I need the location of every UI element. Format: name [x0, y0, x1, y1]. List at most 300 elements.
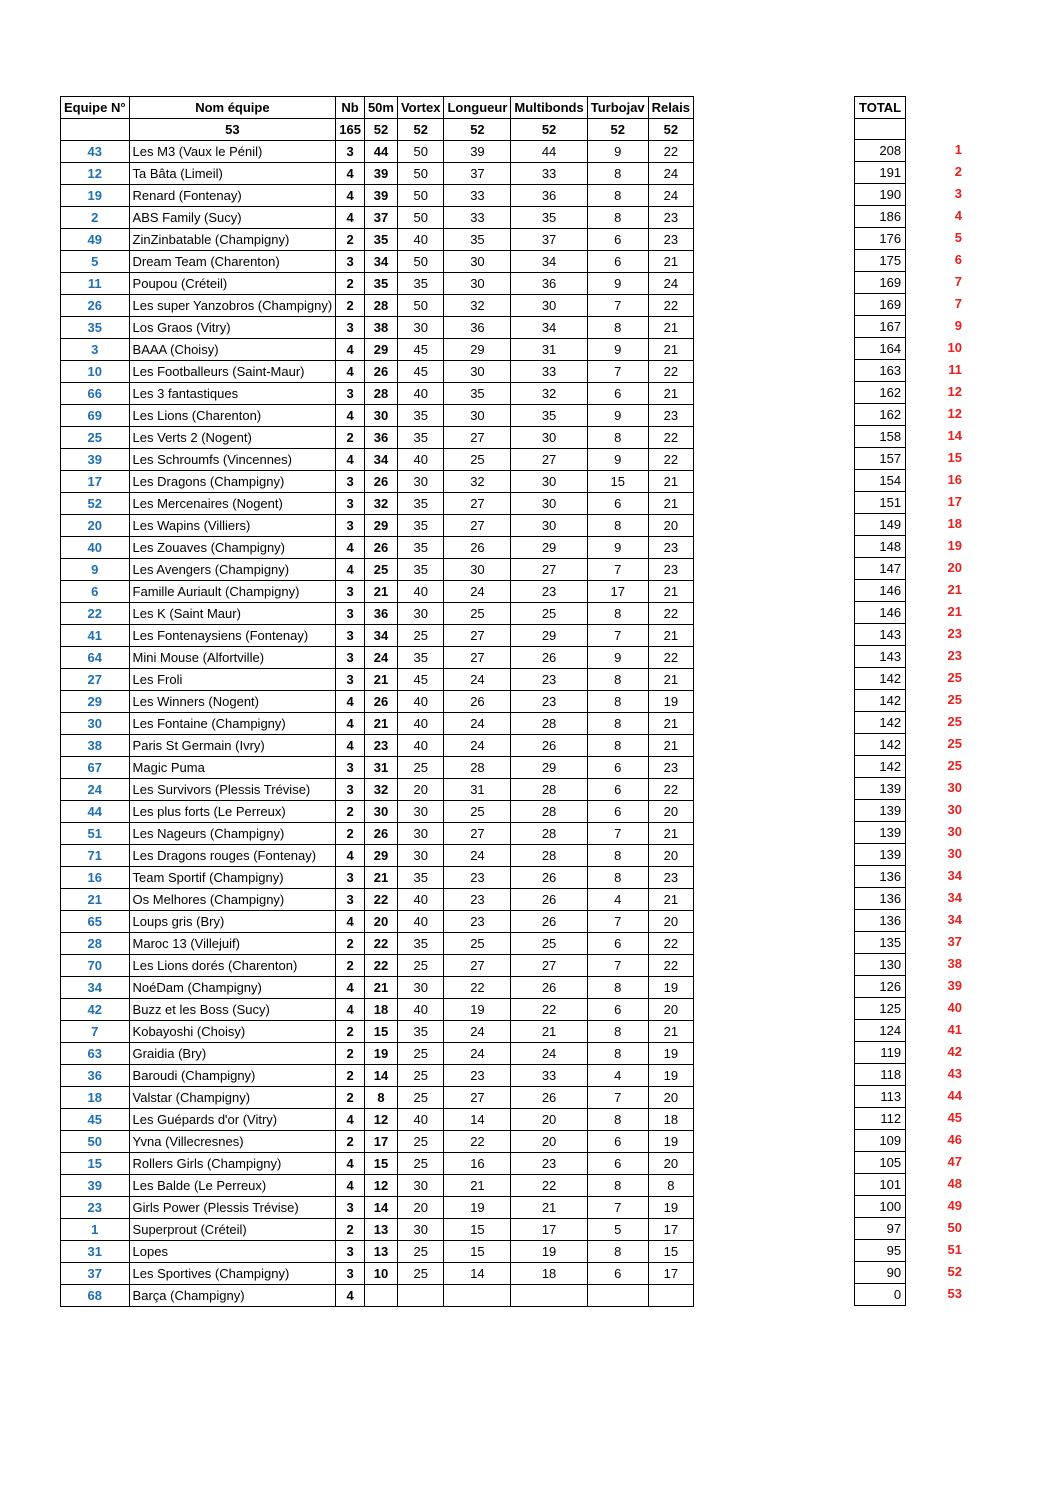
total-row — [855, 1262, 906, 1284]
score-longueur: 23 — [444, 1065, 511, 1087]
team-size: 3 — [336, 471, 365, 493]
score-50m: 12 — [364, 1109, 397, 1131]
score-multibonds: 30 — [511, 471, 587, 493]
table-row — [61, 999, 694, 1021]
score-50m: 34 — [364, 625, 397, 647]
team-number: 39 — [61, 1175, 130, 1197]
rank-value: 50 — [947, 1220, 962, 1235]
score-vortex: 20 — [397, 779, 444, 801]
table-row — [61, 1109, 694, 1131]
score-vortex: 40 — [397, 735, 444, 757]
score-relais: 19 — [648, 977, 693, 999]
score-turbojav: 8 — [587, 185, 648, 207]
score-vortex: 35 — [397, 493, 444, 515]
score-longueur: 27 — [444, 515, 511, 537]
table-row — [61, 1043, 694, 1065]
table-row — [61, 207, 694, 229]
team-number: 71 — [61, 845, 130, 867]
table-row — [61, 317, 694, 339]
score-50m: 34 — [364, 449, 397, 471]
team-size: 2 — [336, 1087, 365, 1109]
team-size: 3 — [336, 889, 365, 911]
score-relais — [648, 1285, 693, 1307]
rank-value: 52 — [947, 1264, 962, 1279]
score-vortex: 35 — [397, 559, 444, 581]
score-50m: 32 — [364, 779, 397, 801]
score-50m: 17 — [364, 1131, 397, 1153]
score-relais: 22 — [648, 141, 693, 163]
score-multibonds: 27 — [511, 955, 587, 977]
team-size: 2 — [336, 1131, 365, 1153]
team-size: 3 — [336, 867, 365, 889]
team-name: NoéDam (Champigny) — [129, 977, 336, 999]
rank-value: 34 — [947, 868, 962, 883]
score-longueur: 24 — [444, 1043, 511, 1065]
table-row — [61, 669, 694, 691]
score-vortex: 30 — [397, 1175, 444, 1197]
score-relais: 23 — [648, 229, 693, 251]
score-multibonds: 30 — [511, 427, 587, 449]
score-total: 176 — [855, 228, 906, 250]
table-row — [61, 625, 694, 647]
score-relais: 20 — [648, 911, 693, 933]
table-row — [61, 757, 694, 779]
score-vortex: 35 — [397, 1021, 444, 1043]
team-name: Les Avengers (Champigny) — [129, 559, 336, 581]
team-number: 24 — [61, 779, 130, 801]
team-number: 26 — [61, 295, 130, 317]
team-name: Kobayoshi (Choisy) — [129, 1021, 336, 1043]
team-size: 3 — [336, 669, 365, 691]
table-row — [61, 383, 694, 405]
total-row — [855, 910, 906, 932]
score-multibonds: 28 — [511, 823, 587, 845]
score-multibonds: 44 — [511, 141, 587, 163]
score-vortex: 40 — [397, 1109, 444, 1131]
score-total: 100 — [855, 1196, 906, 1218]
score-turbojav: 8 — [587, 207, 648, 229]
total-row — [855, 1284, 906, 1306]
score-turbojav: 8 — [587, 1109, 648, 1131]
score-relais: 23 — [648, 559, 693, 581]
rank-value: 7 — [954, 274, 962, 289]
score-vortex: 35 — [397, 405, 444, 427]
team-name: Rollers Girls (Champigny) — [129, 1153, 336, 1175]
team-number: 64 — [61, 647, 130, 669]
team-number: 2 — [61, 207, 130, 229]
team-number: 28 — [61, 933, 130, 955]
score-relais: 21 — [648, 383, 693, 405]
score-vortex: 50 — [397, 251, 444, 273]
team-number: 27 — [61, 669, 130, 691]
table-row — [61, 471, 694, 493]
total-row — [855, 294, 906, 316]
rank-value: 6 — [954, 252, 962, 267]
score-relais: 23 — [648, 537, 693, 559]
score-relais: 21 — [648, 625, 693, 647]
rank-value: 12 — [947, 406, 962, 421]
score-total: 143 — [855, 624, 906, 646]
score-longueur: 14 — [444, 1263, 511, 1285]
score-turbojav: 8 — [587, 735, 648, 757]
count-longueur: 52 — [444, 119, 511, 141]
score-total: 186 — [855, 206, 906, 228]
team-name: Os Melhores (Champigny) — [129, 889, 336, 911]
team-number: 1 — [61, 1219, 130, 1241]
score-total: 154 — [855, 470, 906, 492]
team-name: Les Schroumfs (Vincennes) — [129, 449, 336, 471]
total-row — [855, 1196, 906, 1218]
score-50m: 39 — [364, 185, 397, 207]
score-turbojav: 7 — [587, 1087, 648, 1109]
score-multibonds: 29 — [511, 537, 587, 559]
total-row — [855, 184, 906, 206]
table-row — [61, 933, 694, 955]
score-multibonds: 26 — [511, 889, 587, 911]
team-number: 49 — [61, 229, 130, 251]
score-vortex: 25 — [397, 625, 444, 647]
total-row — [855, 998, 906, 1020]
table-row — [61, 361, 694, 383]
score-longueur: 26 — [444, 537, 511, 559]
score-vortex: 40 — [397, 581, 444, 603]
header-multibonds: Multibonds — [511, 97, 587, 119]
score-multibonds: 25 — [511, 603, 587, 625]
total-row — [855, 1218, 906, 1240]
team-number: 50 — [61, 1131, 130, 1153]
score-turbojav: 8 — [587, 713, 648, 735]
score-turbojav: 8 — [587, 163, 648, 185]
team-number: 10 — [61, 361, 130, 383]
score-total: 158 — [855, 426, 906, 448]
score-relais: 19 — [648, 1197, 693, 1219]
total-row — [855, 712, 906, 734]
table-row — [61, 251, 694, 273]
total-row — [855, 888, 906, 910]
team-name: Les Survivors (Plessis Trévise) — [129, 779, 336, 801]
header-50m: 50m — [364, 97, 397, 119]
total-row — [855, 272, 906, 294]
score-longueur: 33 — [444, 207, 511, 229]
total-row — [855, 822, 906, 844]
score-total: 124 — [855, 1020, 906, 1042]
score-vortex: 50 — [397, 163, 444, 185]
score-50m: 26 — [364, 361, 397, 383]
score-longueur: 32 — [444, 471, 511, 493]
score-total: 190 — [855, 184, 906, 206]
team-size: 4 — [336, 339, 365, 361]
score-total: 109 — [855, 1130, 906, 1152]
team-size: 4 — [336, 691, 365, 713]
score-total: 139 — [855, 800, 906, 822]
score-50m: 30 — [364, 801, 397, 823]
score-multibonds: 30 — [511, 493, 587, 515]
rank-value: 16 — [947, 472, 962, 487]
header-total: TOTAL — [855, 97, 906, 119]
team-number: 9 — [61, 559, 130, 581]
team-name: Renard (Fontenay) — [129, 185, 336, 207]
header-longueur: Longueur — [444, 97, 511, 119]
total-row — [855, 558, 906, 580]
rank-value: 18 — [947, 516, 962, 531]
team-number: 6 — [61, 581, 130, 603]
score-vortex: 25 — [397, 1241, 444, 1263]
score-multibonds: 24 — [511, 1043, 587, 1065]
rank-value: 40 — [947, 1000, 962, 1015]
team-size: 4 — [336, 845, 365, 867]
score-longueur: 22 — [444, 1131, 511, 1153]
team-number: 65 — [61, 911, 130, 933]
score-multibonds: 20 — [511, 1131, 587, 1153]
score-relais: 21 — [648, 493, 693, 515]
score-relais: 20 — [648, 1087, 693, 1109]
score-50m: 29 — [364, 845, 397, 867]
team-name: Les Fontaine (Champigny) — [129, 713, 336, 735]
team-size: 4 — [336, 1109, 365, 1131]
header-turbojav: Turbojav — [587, 97, 648, 119]
rank-value: 38 — [947, 956, 962, 971]
total-row — [855, 338, 906, 360]
score-50m: 13 — [364, 1219, 397, 1241]
score-total: 163 — [855, 360, 906, 382]
total-row — [855, 536, 906, 558]
team-name: Les Balde (Le Perreux) — [129, 1175, 336, 1197]
total-row — [855, 954, 906, 976]
score-total: 139 — [855, 822, 906, 844]
rank-value: 39 — [947, 978, 962, 993]
team-name: ABS Family (Sucy) — [129, 207, 336, 229]
score-relais: 17 — [648, 1219, 693, 1241]
score-relais: 21 — [648, 735, 693, 757]
score-turbojav: 7 — [587, 295, 648, 317]
table-row — [61, 185, 694, 207]
rank-value: 20 — [947, 560, 962, 575]
score-total: 142 — [855, 668, 906, 690]
team-size: 4 — [336, 713, 365, 735]
table-row — [61, 889, 694, 911]
score-50m: 35 — [364, 273, 397, 295]
team-number: 16 — [61, 867, 130, 889]
score-longueur: 27 — [444, 625, 511, 647]
team-name: Magic Puma — [129, 757, 336, 779]
score-vortex: 35 — [397, 933, 444, 955]
score-vortex: 35 — [397, 867, 444, 889]
score-multibonds: 37 — [511, 229, 587, 251]
score-longueur: 22 — [444, 977, 511, 999]
score-relais: 23 — [648, 207, 693, 229]
score-turbojav: 6 — [587, 493, 648, 515]
team-size: 4 — [336, 1285, 365, 1307]
score-longueur: 19 — [444, 1197, 511, 1219]
table-row — [61, 603, 694, 625]
team-number: 25 — [61, 427, 130, 449]
table-row — [61, 1131, 694, 1153]
score-relais: 22 — [648, 449, 693, 471]
team-size: 4 — [336, 1175, 365, 1197]
table-row — [61, 955, 694, 977]
score-50m: 32 — [364, 493, 397, 515]
score-turbojav: 8 — [587, 427, 648, 449]
table-row — [61, 427, 694, 449]
score-50m: 15 — [364, 1153, 397, 1175]
score-longueur: 24 — [444, 735, 511, 757]
score-relais: 21 — [648, 251, 693, 273]
score-vortex: 35 — [397, 537, 444, 559]
header-row — [61, 97, 694, 119]
score-total: 130 — [855, 954, 906, 976]
score-50m: 37 — [364, 207, 397, 229]
team-size: 4 — [336, 999, 365, 1021]
score-turbojav: 9 — [587, 273, 648, 295]
rank-value: 49 — [947, 1198, 962, 1213]
score-longueur: 27 — [444, 955, 511, 977]
score-relais: 20 — [648, 515, 693, 537]
total-row — [855, 492, 906, 514]
score-multibonds: 18 — [511, 1263, 587, 1285]
score-longueur: 23 — [444, 911, 511, 933]
team-name: Girls Power (Plessis Trévise) — [129, 1197, 336, 1219]
score-total: 146 — [855, 580, 906, 602]
total-table — [854, 96, 906, 1306]
score-longueur: 15 — [444, 1219, 511, 1241]
total-row — [855, 448, 906, 470]
score-50m: 21 — [364, 867, 397, 889]
score-multibonds — [511, 1285, 587, 1307]
team-name: Superprout (Créteil) — [129, 1219, 336, 1241]
score-longueur: 15 — [444, 1241, 511, 1263]
header-equipe: Equipe N° — [61, 97, 130, 119]
team-name: Les Fontenaysiens (Fontenay) — [129, 625, 336, 647]
rank-value: 45 — [947, 1110, 962, 1125]
score-50m: 29 — [364, 515, 397, 537]
total-row — [855, 580, 906, 602]
team-size: 2 — [336, 229, 365, 251]
count-multibonds: 52 — [511, 119, 587, 141]
score-total: 142 — [855, 690, 906, 712]
total-row — [855, 844, 906, 866]
score-total: 162 — [855, 382, 906, 404]
score-longueur: 27 — [444, 823, 511, 845]
team-name: ZinZinbatable (Champigny) — [129, 229, 336, 251]
team-number: 36 — [61, 1065, 130, 1087]
score-longueur: 19 — [444, 999, 511, 1021]
team-size: 3 — [336, 625, 365, 647]
score-turbojav: 9 — [587, 339, 648, 361]
score-relais: 21 — [648, 471, 693, 493]
score-total: 142 — [855, 734, 906, 756]
score-multibonds: 28 — [511, 845, 587, 867]
score-relais: 23 — [648, 867, 693, 889]
score-turbojav: 8 — [587, 691, 648, 713]
score-turbojav: 9 — [587, 405, 648, 427]
score-longueur: 24 — [444, 713, 511, 735]
score-total: 135 — [855, 932, 906, 954]
score-50m: 36 — [364, 427, 397, 449]
rank-value: 21 — [947, 582, 962, 597]
table-row — [61, 1285, 694, 1307]
score-turbojav: 9 — [587, 141, 648, 163]
score-turbojav: 6 — [587, 757, 648, 779]
score-multibonds: 26 — [511, 735, 587, 757]
score-turbojav: 9 — [587, 647, 648, 669]
score-total: 149 — [855, 514, 906, 536]
table-row — [61, 1065, 694, 1087]
score-total: 95 — [855, 1240, 906, 1262]
table-row — [61, 405, 694, 427]
team-size: 3 — [336, 1197, 365, 1219]
score-relais: 23 — [648, 757, 693, 779]
score-50m: 21 — [364, 581, 397, 603]
score-multibonds: 26 — [511, 867, 587, 889]
score-turbojav: 9 — [587, 449, 648, 471]
score-total: 139 — [855, 778, 906, 800]
score-vortex: 30 — [397, 317, 444, 339]
score-multibonds: 22 — [511, 999, 587, 1021]
table-row — [61, 295, 694, 317]
team-name: Baroudi (Champigny) — [129, 1065, 336, 1087]
score-total: 208 — [855, 140, 906, 162]
team-name: Graidia (Bry) — [129, 1043, 336, 1065]
score-relais: 23 — [648, 405, 693, 427]
score-turbojav: 17 — [587, 581, 648, 603]
score-vortex: 45 — [397, 669, 444, 691]
team-number: 66 — [61, 383, 130, 405]
score-relais: 21 — [648, 889, 693, 911]
score-longueur: 23 — [444, 889, 511, 911]
table-row — [61, 867, 694, 889]
score-multibonds: 28 — [511, 801, 587, 823]
score-total: 151 — [855, 492, 906, 514]
score-vortex: 30 — [397, 823, 444, 845]
table-row — [61, 1021, 694, 1043]
team-number: 34 — [61, 977, 130, 999]
team-number: 39 — [61, 449, 130, 471]
team-size: 3 — [336, 1241, 365, 1263]
team-size: 2 — [336, 1219, 365, 1241]
score-multibonds: 21 — [511, 1021, 587, 1043]
team-size: 3 — [336, 603, 365, 625]
score-turbojav: 8 — [587, 1175, 648, 1197]
score-total: 157 — [855, 448, 906, 470]
team-number: 67 — [61, 757, 130, 779]
team-name: Les Guépards d'or (Vitry) — [129, 1109, 336, 1131]
team-name: BAAA (Choisy) — [129, 339, 336, 361]
score-50m: 36 — [364, 603, 397, 625]
table-row — [61, 911, 694, 933]
team-number: 29 — [61, 691, 130, 713]
table-row — [61, 559, 694, 581]
team-number: 41 — [61, 625, 130, 647]
table-row — [61, 515, 694, 537]
count-vortex: 52 — [397, 119, 444, 141]
team-name: Les Winners (Nogent) — [129, 691, 336, 713]
score-longueur: 27 — [444, 1087, 511, 1109]
score-multibonds: 27 — [511, 449, 587, 471]
score-turbojav: 7 — [587, 955, 648, 977]
score-multibonds: 23 — [511, 669, 587, 691]
team-size: 3 — [336, 515, 365, 537]
score-vortex: 25 — [397, 955, 444, 977]
table-row — [61, 735, 694, 757]
score-multibonds: 19 — [511, 1241, 587, 1263]
score-50m: 13 — [364, 1241, 397, 1263]
team-number: 22 — [61, 603, 130, 625]
total-count-cell — [855, 119, 906, 140]
score-multibonds: 17 — [511, 1219, 587, 1241]
score-longueur: 36 — [444, 317, 511, 339]
score-turbojav: 15 — [587, 471, 648, 493]
score-turbojav: 8 — [587, 977, 648, 999]
